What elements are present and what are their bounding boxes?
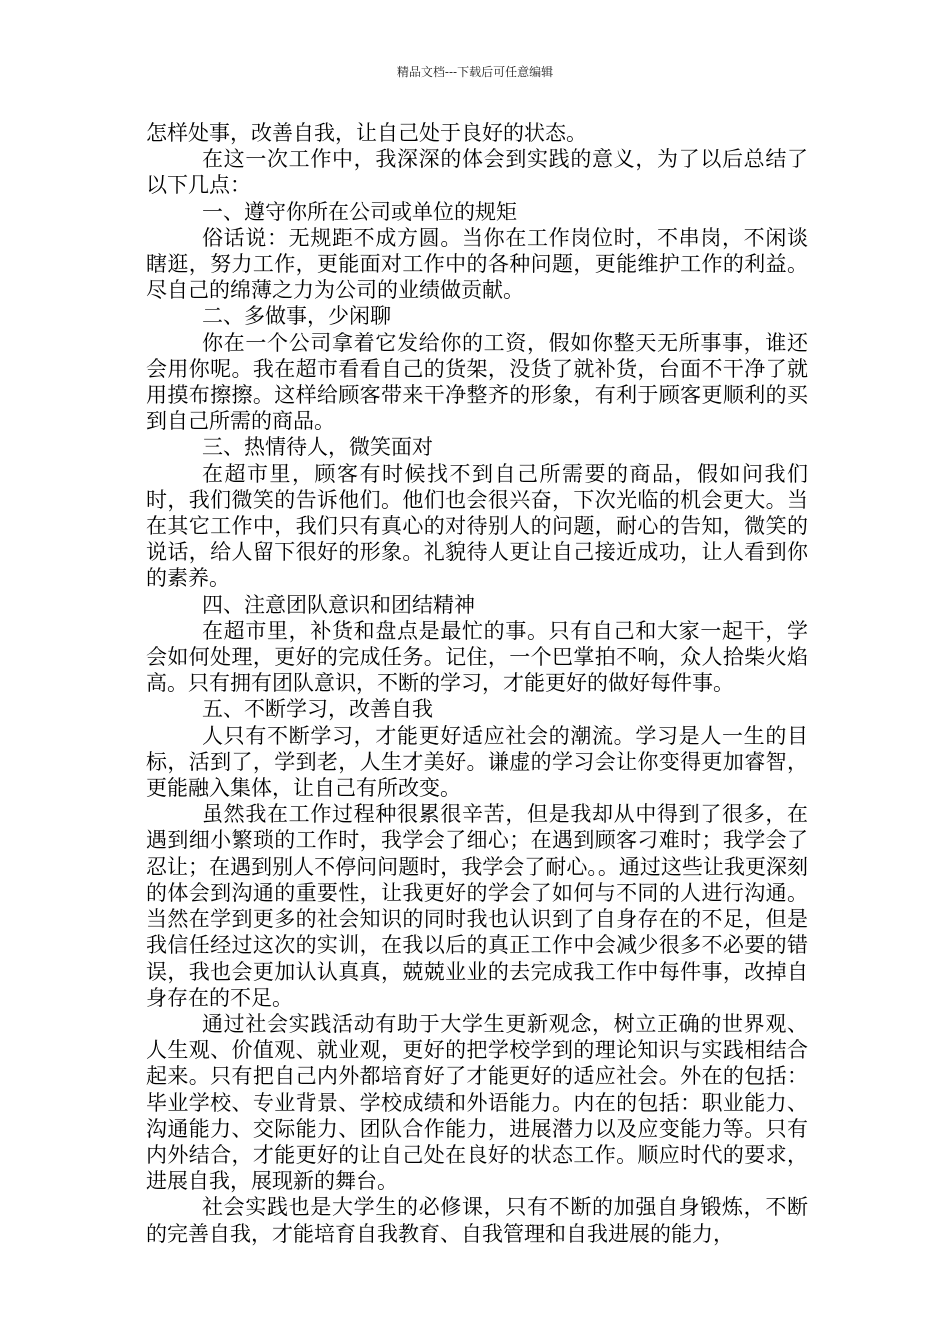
paragraph-conclusion: 社会实践也是大学生的必修课，只有不断的加强自身锻炼，不断的完善自我，才能培育自我教育、自我管理和自我进展的能力， [146, 1195, 808, 1246]
paragraph-section-5: 人只有不断学习，才能更好适应社会的潮流。学习是人一生的目标，活到了，学到老，人生才美好。谦虚的学习会让你变得更加睿智，更能融入集体，让自己有所改变。 [146, 723, 808, 801]
section-heading-3: 三、热情待人，微笑面对 [202, 435, 433, 460]
document-body [146, 120, 808, 1247]
paragraph-reflection: 虽然我在工作过程种很累很辛苦，但是我却从中得到了很多，在遇到细小繁琐的工作时，我学会了细心；在遇到顾客刁难时；我学会了忍让；在遇到别人不停问问题时，我学会了耐心。。通过这些让我更深刻的体会到沟通的重要性，让我更好的学会了如何与不同的人进行沟通。当然在学到更多的社会知识的同时我也认识到了自身存在的不足，但是我信任经过这次的实训，在我以后的真正工作中会减少很多不必要的错误，我也会更加认认真真，兢兢业业的去完成我工作中每件事，改掉自身存在的不足。 [146, 802, 808, 1010]
section-heading-5: 五、不断学习，改善自我 [202, 697, 433, 722]
paragraph-benefits: 通过社会实践活动有助于大学生更新观念，树立正确的世界观、人生观、价值观、就业观，更好的把学校学到的理论知识与实践相结合起来。只有把自己内外都培育好了才能更好的适应社会。外在的包括：毕业学校、专业背景、学校成绩和外语能力。内在的包括：职业能力、沟通能力、交际能力、团队合作能力，进展潜力以及应变能力等。只有内外结合，才能更好的让自己处在良好的状态工作。顺应时代的要求，进展自我，展现新的舞台。 [146, 1011, 808, 1194]
paragraph-section-3: 在超市里，顾客有时候找不到自己所需要的商品，假如问我们时，我们微笑的告诉他们。他们也会很兴奋，下次光临的机会更大。当在其它工作中，我们只有真心的对待别人的问题，耐心的告知，微笑的说话，给人留下很好的形象。礼貌待人更让自己接近成功，让人看到你的素养。 [146, 461, 808, 591]
paragraph-continuation: 怎样处事，改善自我，让自己处于良好的状态。 [146, 121, 587, 145]
section-heading-1: 一、遵守你所在公司或单位的规矩 [202, 199, 517, 224]
section-heading-4: 四、注意团队意识和团结精神 [202, 592, 475, 617]
section-heading-2: 二、多做事，少闲聊 [202, 304, 391, 329]
page-header: 精品文档---下载后可任意编辑 [396, 65, 554, 79]
paragraph-intro: 在这一次工作中，我深深的体会到实践的意义，为了以后总结了以下几点： [146, 147, 808, 198]
paragraph-section-2: 你在一个公司拿着它发给你的工资，假如你整天无所事事，谁还会用你呢。我在超市看看自己的货架，没货了就补货，台面不干净了就用摸布擦擦。这样给顾客带来干净整齐的形象，有利于顾客更顺利的买到自己所需的商品。 [146, 330, 808, 434]
paragraph-section-1: 俗话说：无规距不成方圆。当你在工作岗位时，不串岗，不闲谈瞎逛，努力工作，更能面对工作中的各种问题，更能维护工作的利益。尽自己的绵薄之力为公司的业绩做贡献。 [146, 225, 808, 303]
paragraph-section-4: 在超市里，补货和盘点是最忙的事。只有自己和大家一起干，学会如何处理，更好的完成任务。记住，一个巴掌拍不响，众人拾柴火焰高。只有拥有团队意识，不断的学习，才能更好的做好每件事。 [146, 618, 808, 696]
